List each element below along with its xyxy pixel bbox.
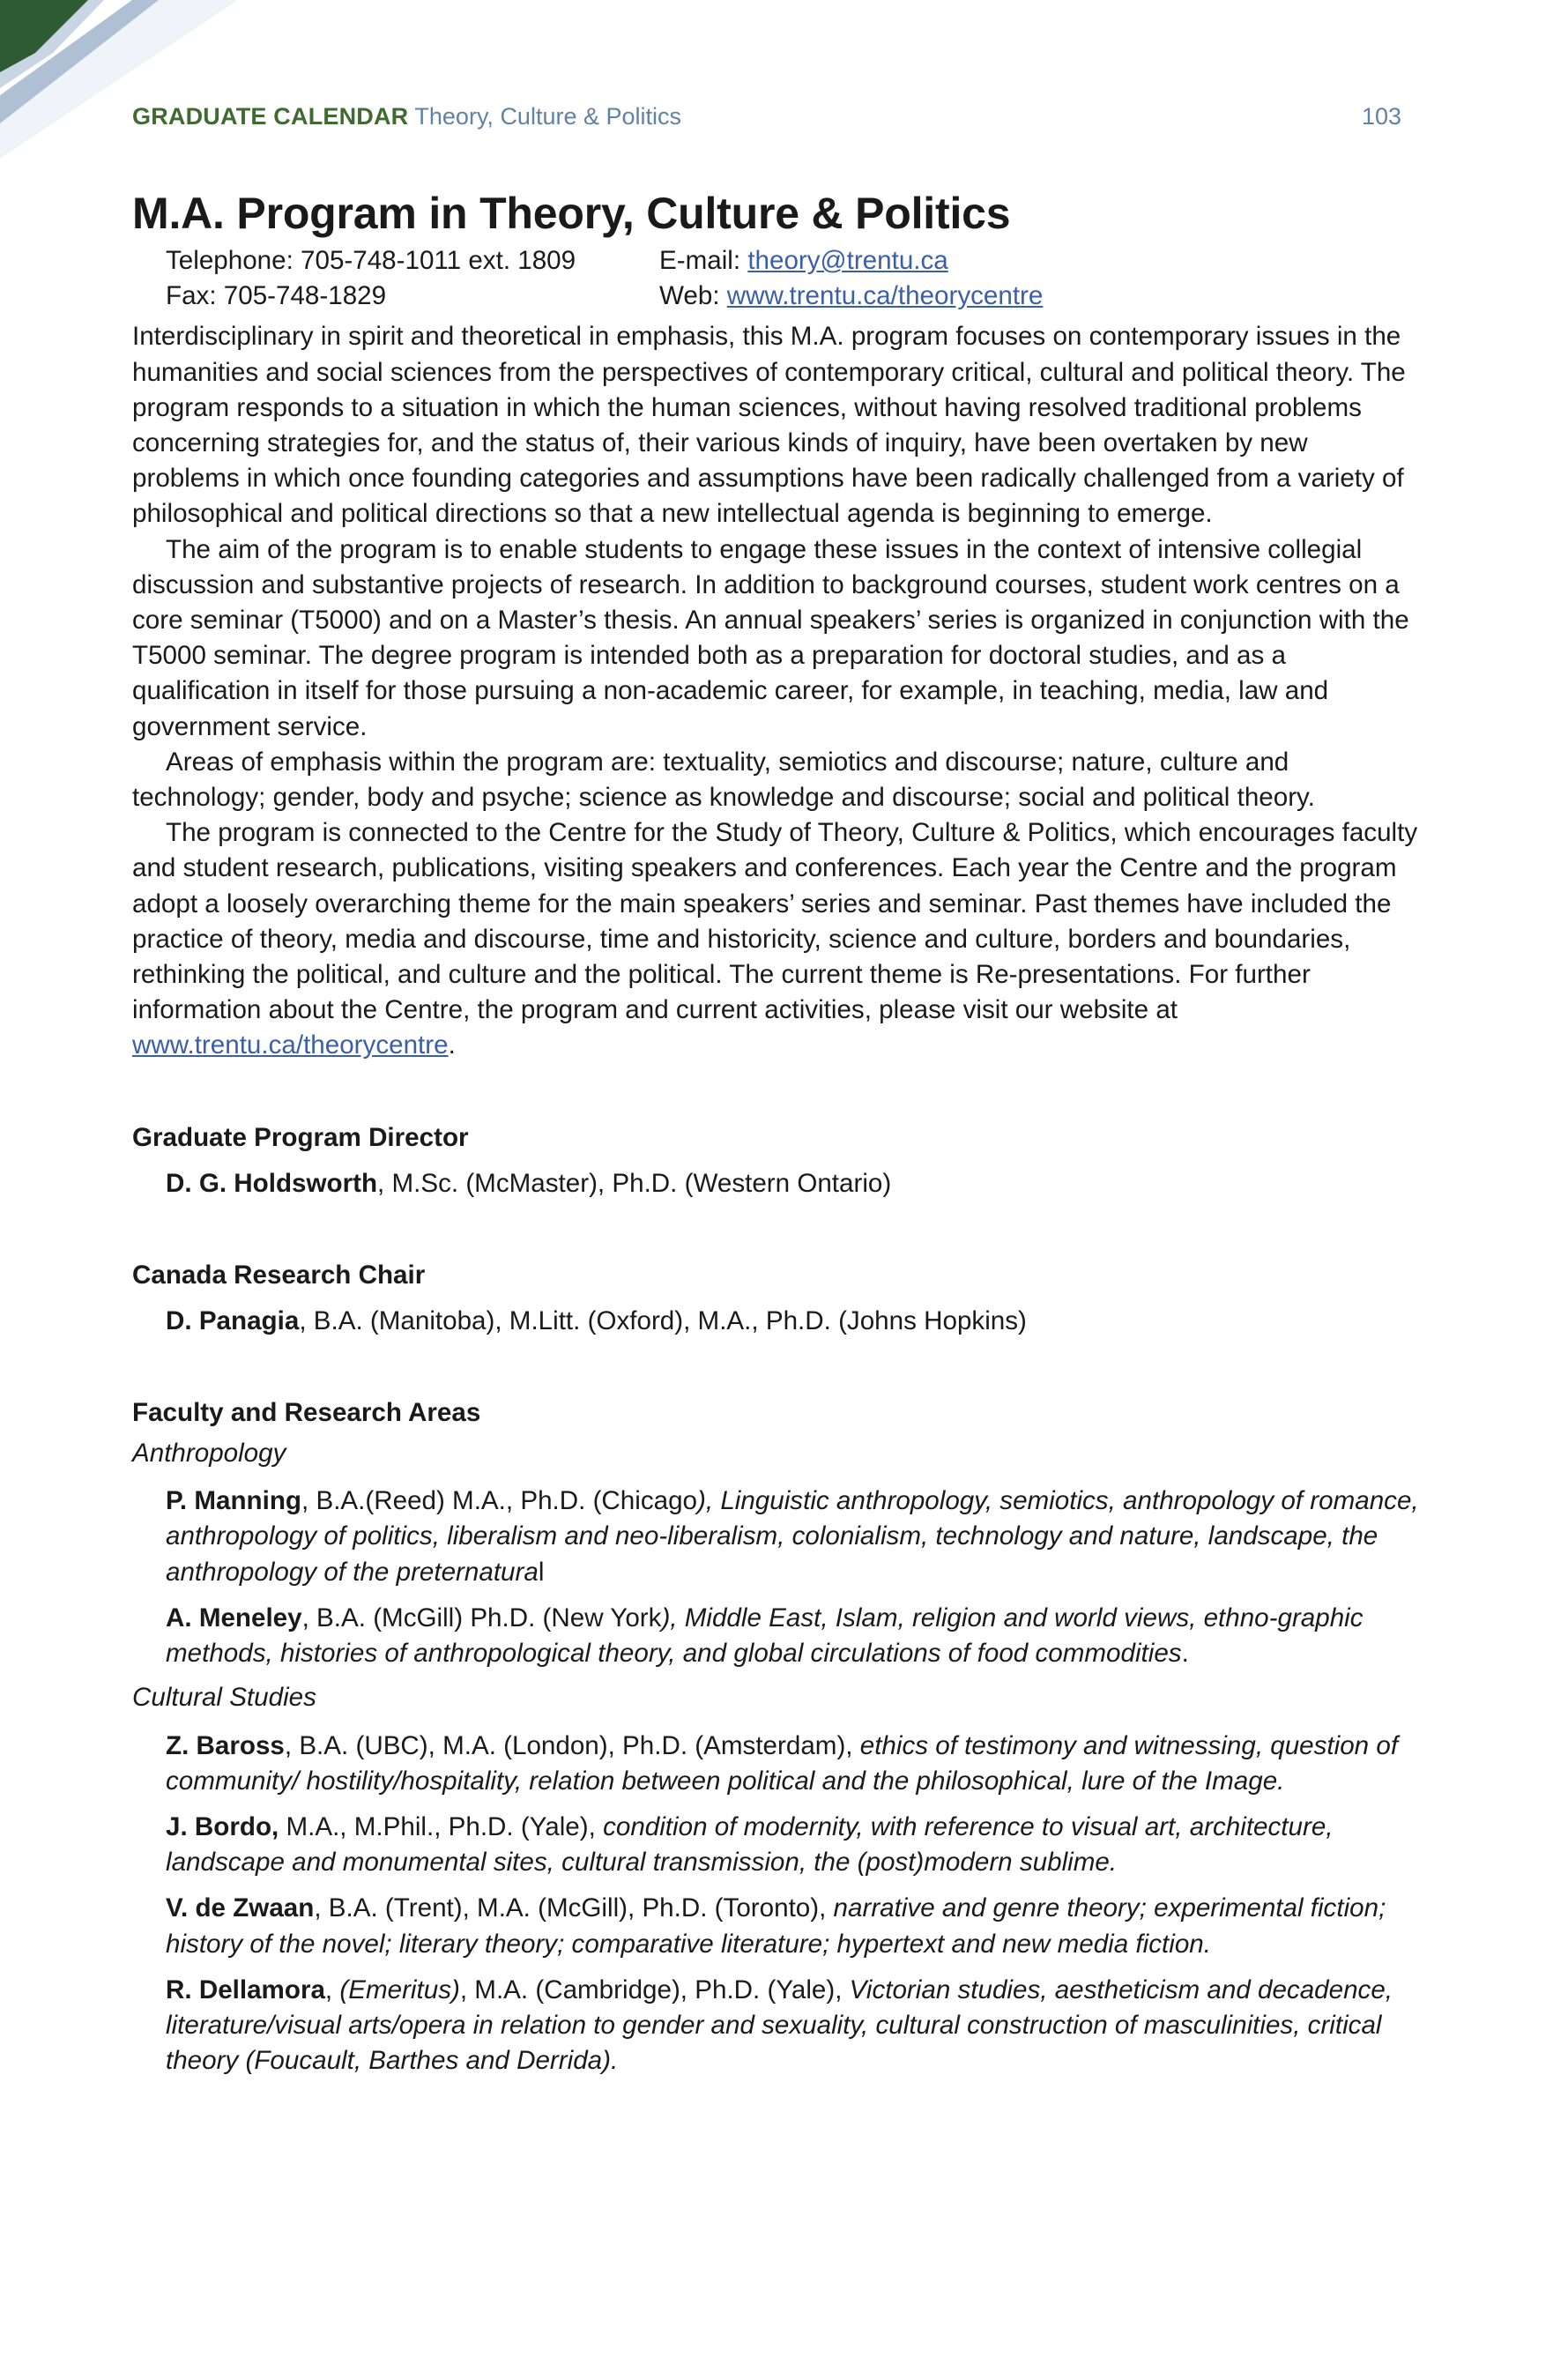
discipline-cultural-studies: Cultural Studies xyxy=(132,1683,316,1713)
person-credentials: M.A., M.Phil., Ph.D. (Yale), xyxy=(279,1811,604,1841)
research-areas: narrative and genre theory; experimental fiction; history of the novel; literary theory; comparative literature; hypertext and new media fiction. xyxy=(166,1893,1386,1959)
credentials-pre: , xyxy=(324,1975,340,2004)
discipline-anthropology: Anthropology xyxy=(132,1439,286,1469)
fax: Fax: 705-748-1829 xyxy=(166,281,387,311)
page-title: M.A. Program in Theory, Culture & Politics xyxy=(132,189,1011,238)
paragraph: The aim of the program is to enable students to engage these issues in the context of intensive collegial discussion and substantive projects of research. In addition to background courses, student work centres on a core seminar (T5000) and on a Master’s thesis. An annual speakers’ series is organized in conjunction with the T5000 seminar. The degree program is intended both as a preparation for doctoral studies, and as a qualification in itself for those pursuing a non-academic career, for example, in teaching, media, law and government service. xyxy=(132,534,1409,741)
web-link[interactable]: www.trentu.ca/theorycentre xyxy=(726,281,1044,311)
person-credentials: , B.A. (Trent), M.A. (McGill), Ph.D. (Toronto), xyxy=(314,1893,834,1923)
page-content xyxy=(132,187,1419,2079)
director-entry xyxy=(132,1166,1419,1201)
faculty-entry xyxy=(132,1601,1419,1671)
paragraph-text: The program is connected to the Centre for the Study of Theory, Culture & Politics, which encourages faculty and student research, publications, visiting speakers and conferences. Each year the Centre and the program adopt a loosely overarching theme for the main speakers’ series and seminar. Past themes have included the practice of theory, media and discourse, time and historicity, science and culture, borders and boundaries, rethinking the political, and culture and the political. The current theme is Re-presentations. For further information about the Centre, the program and current activities, please visit our website at xyxy=(132,818,1418,1025)
person-name: A. Meneley xyxy=(166,1603,302,1633)
person-name: V. de Zwaan xyxy=(166,1893,315,1923)
areas-tail: l xyxy=(538,1557,545,1587)
research-areas: ), Middle East, Islam, religion and world views, ethno-graphic methods, histories of anthropological theory, and global circulations of food commodities xyxy=(166,1603,1364,1669)
emeritus-status: (Emeritus) xyxy=(339,1975,460,2004)
paragraph: Interdisciplinary in spirit and theoretical in emphasis, this M.A. program focuses on contemporary issues in the humanities and social sciences from the perspectives of contemporary critical, cultural and political theory. The program responds to a situation in which the human sciences, without having resolved traditional problems concerning strategies for, and the status of, their various kinds of inquiry, have been overtaken by new problems in which once founding categories and assumptions have been radically challenged from a variety of philosophical and political directions so that a new intellectual agenda is beginning to emerge. xyxy=(132,322,1406,529)
faculty-entry xyxy=(132,1973,1419,2079)
telephone: Telephone: 705-748-1011 ext. 1809 xyxy=(166,246,576,275)
person-name: D. Panagia xyxy=(166,1305,300,1335)
person-name: Z. Baross xyxy=(166,1730,285,1760)
calendar-label: GRADUATE CALENDAR xyxy=(132,103,409,130)
research-areas: ethics of testimony and witnessing, question of community/ hostility/hospitality, relation between political and the philosophical, lure of the Image. xyxy=(166,1730,1399,1796)
person-name: J. Bordo, xyxy=(166,1811,279,1841)
faculty-entry xyxy=(132,1484,1419,1590)
section-label: Theory, Culture & Politics xyxy=(414,103,682,130)
person-name: D. G. Holdsworth xyxy=(166,1168,378,1198)
faculty-entry xyxy=(132,1810,1419,1880)
person-credentials: , M.Sc. (McMaster), Ph.D. (Western Ontario) xyxy=(377,1168,892,1198)
paragraph-end: . xyxy=(448,1030,456,1060)
corner-decoration xyxy=(0,0,238,159)
research-areas: condition of modernity, with reference to visual art, architecture, landscape and monumental sites, cultural transmission, the (post)modern sublime. xyxy=(166,1811,1334,1878)
faculty-entry xyxy=(132,1891,1419,1961)
director-heading: Graduate Program Director xyxy=(132,1122,469,1152)
paragraph: Areas of emphasis within the program are: textuality, semiotics and discourse; nature, culture and technology; gender, body and psyche; science as knowledge and discourse; social and political theory. xyxy=(132,747,1315,813)
person-credentials: , B.A.(Reed) M.A., Ph.D. (Chicago xyxy=(301,1486,698,1516)
email-link[interactable]: theory@trentu.ca xyxy=(747,246,948,275)
faculty-list xyxy=(132,1436,1419,2079)
research-areas: Victorian studies, aestheticism and decadence, literature/visual arts/opera in relation to gender and sexuality, cultural construction of masculinities, critical theory (Foucault, Barthes and Derrida). xyxy=(166,1975,1393,2076)
person-name: P. Manning xyxy=(166,1486,302,1516)
person-credentials: , B.A. (McGill) Ph.D. (New York xyxy=(301,1603,662,1633)
person-credentials: , B.A. (UBC), M.A. (London), Ph.D. (Amsterdam), xyxy=(284,1730,860,1760)
research-areas: ), Linguistic anthropology, semiotics, anthropology of romance, anthropology of politics, liberalism and neo-liberalism, colonialism, technology and nature, landscape, the anthropology of the preternatura xyxy=(166,1486,1419,1587)
person-name: R. Dellamora xyxy=(166,1975,325,2004)
email-line xyxy=(659,243,1419,279)
paragraph xyxy=(132,815,1419,1063)
website-link[interactable]: www.trentu.ca/theorycentre xyxy=(132,1030,449,1060)
contact-block xyxy=(132,243,1419,314)
web-line xyxy=(659,279,1419,314)
email-label: E-mail: xyxy=(659,246,741,275)
running-header xyxy=(132,100,1401,132)
person-credentials: , B.A. (Manitoba), M.Litt. (Oxford), M.A., Ph.D. (Johns Hopkins) xyxy=(299,1305,1027,1335)
web-label: Web: xyxy=(659,281,720,311)
faculty-entry xyxy=(132,1729,1419,1799)
research-chair-heading: Canada Research Chair xyxy=(132,1260,426,1290)
areas-tail: . xyxy=(1181,1639,1189,1669)
person-credentials: , M.A. (Cambridge), Ph.D. (Yale), xyxy=(459,1975,850,2004)
research-chair-entry xyxy=(132,1304,1419,1339)
page-number: 103 xyxy=(1361,103,1401,130)
faculty-heading: Faculty and Research Areas xyxy=(132,1398,481,1428)
program-description xyxy=(132,319,1419,1063)
